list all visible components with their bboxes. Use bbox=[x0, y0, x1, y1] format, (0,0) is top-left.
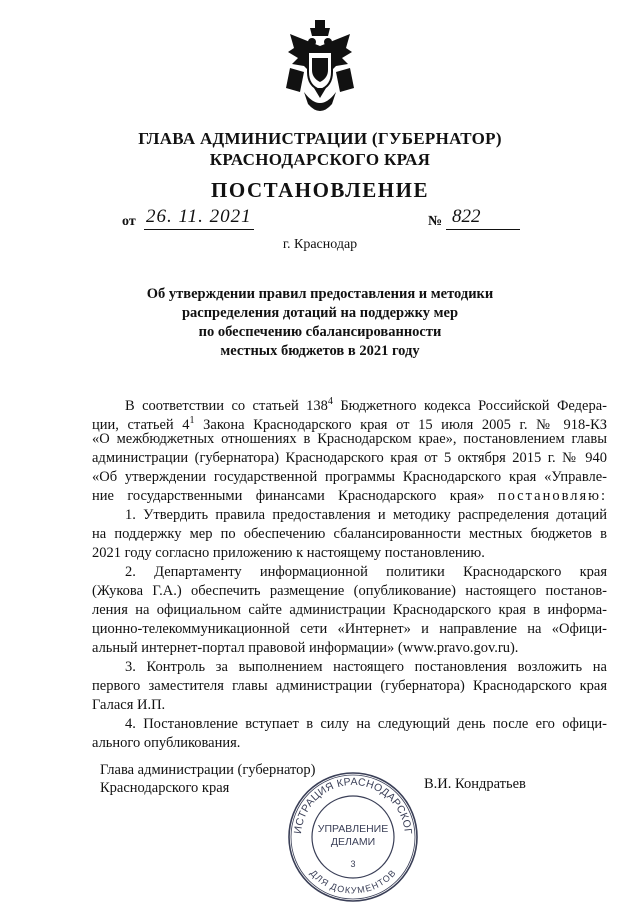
body-line: 4. Постановление вступает в силу на следующий день после его офици- bbox=[125, 716, 607, 732]
number-underline bbox=[446, 229, 520, 230]
stamp-center-line-2: ДЕЛАМИ bbox=[330, 836, 376, 848]
date-underline bbox=[144, 229, 254, 230]
city: г. Краснодар bbox=[282, 237, 358, 252]
body-line: Галася И.П. bbox=[92, 697, 166, 713]
body-line: первого заместителя главы администрации (губернатора) Краснодарского края bbox=[92, 678, 607, 694]
body-line: «О межбюджетных отношениях в Краснодарском крае», постановлением главы bbox=[92, 431, 607, 447]
body-line: В соответствии со статьей $138^4$ Бюджетного кодекса Российской Федера- bbox=[125, 396, 607, 414]
body-line: ления на официальном сайте администрации Краснодарского края в информа- bbox=[92, 602, 607, 618]
agency-name-line-1: ГЛАВА АДМИНИСТРАЦИИ (ГУБЕРНАТОР) bbox=[138, 129, 502, 148]
number-value: 822 bbox=[452, 206, 481, 227]
body-line: ального опубликования. bbox=[92, 735, 241, 751]
body-line: ние государственными финансами Краснодарского края» постановляю: bbox=[92, 488, 607, 504]
date-label: от bbox=[122, 214, 136, 229]
coat-of-arms-icon bbox=[284, 18, 356, 118]
document-title-line: распределения дотаций на поддержку мер bbox=[181, 305, 459, 321]
date-value: 26. 11. 2021 bbox=[146, 206, 252, 227]
stamp-bottom-text: ДЛЯ ДОКУМЕНТОВ bbox=[308, 867, 398, 896]
body-line: «Об утверждении государственной программы Краснодарского края «Управле- bbox=[92, 469, 607, 485]
document-title-line: по обеспечению сбалансированности bbox=[198, 324, 442, 340]
signature-position-line-1: Глава администрации (губернатор) bbox=[100, 762, 316, 778]
agency-name-line-2: КРАСНОДАРСКОГО КРАЯ bbox=[209, 150, 431, 169]
body-line: 3. Контроль за выполнением настоящего постановления возложить на bbox=[125, 659, 607, 675]
body-line: 2. Департаменту информационной политики Краснодарского края bbox=[125, 564, 607, 580]
stamp-ring-text: ИСТРАЦИЯ КРАСНОДАРСКОГ bbox=[292, 775, 414, 835]
body-line: 1. Утвердить правила предоставления и методику распределения дотаций bbox=[125, 507, 607, 523]
body-line: (Жукова Г.А.) обеспечить размещение (опубликование) настоящего постанов- bbox=[92, 583, 607, 599]
document-title-line: Об утверждении правил предоставления и методики bbox=[146, 286, 494, 302]
number-label: № bbox=[428, 214, 443, 229]
document-title-line: местных бюджетов в 2021 году bbox=[220, 343, 420, 359]
stamp-center-line-1: УПРАВЛЕНИЕ bbox=[317, 823, 389, 835]
body-line: ции, статьей $4^1$ Закона Краснодарского края от 15 июля 2005 г. № 918-КЗ bbox=[92, 415, 608, 433]
signature-position-line-2: Краснодарского края bbox=[100, 780, 230, 796]
body-line: на поддержку мер по обеспечению сбалансированности местных бюджетов в bbox=[92, 526, 607, 542]
document-type: ПОСТАНОВЛЕНИЕ bbox=[211, 178, 429, 202]
svg-text:ДЛЯ ДОКУМЕНТОВ bbox=[308, 868, 397, 896]
stamp-number: 3 bbox=[350, 859, 356, 869]
body-line: ционно-телекоммуникационной сети «Интернет» и направление на «Офици- bbox=[92, 621, 607, 637]
body-line: альный интернет-портал правовой информации» (www.pravo.gov.ru). bbox=[92, 640, 519, 656]
body-line: администрации (губернатора) Краснодарского края от 5 октября 2015 г. № 940 bbox=[92, 450, 607, 466]
official-stamp bbox=[286, 770, 420, 904]
body-line: 2021 году согласно приложению к настоящему постановлению. bbox=[92, 545, 485, 561]
signature-name: В.И. Кондратьев bbox=[424, 776, 526, 792]
